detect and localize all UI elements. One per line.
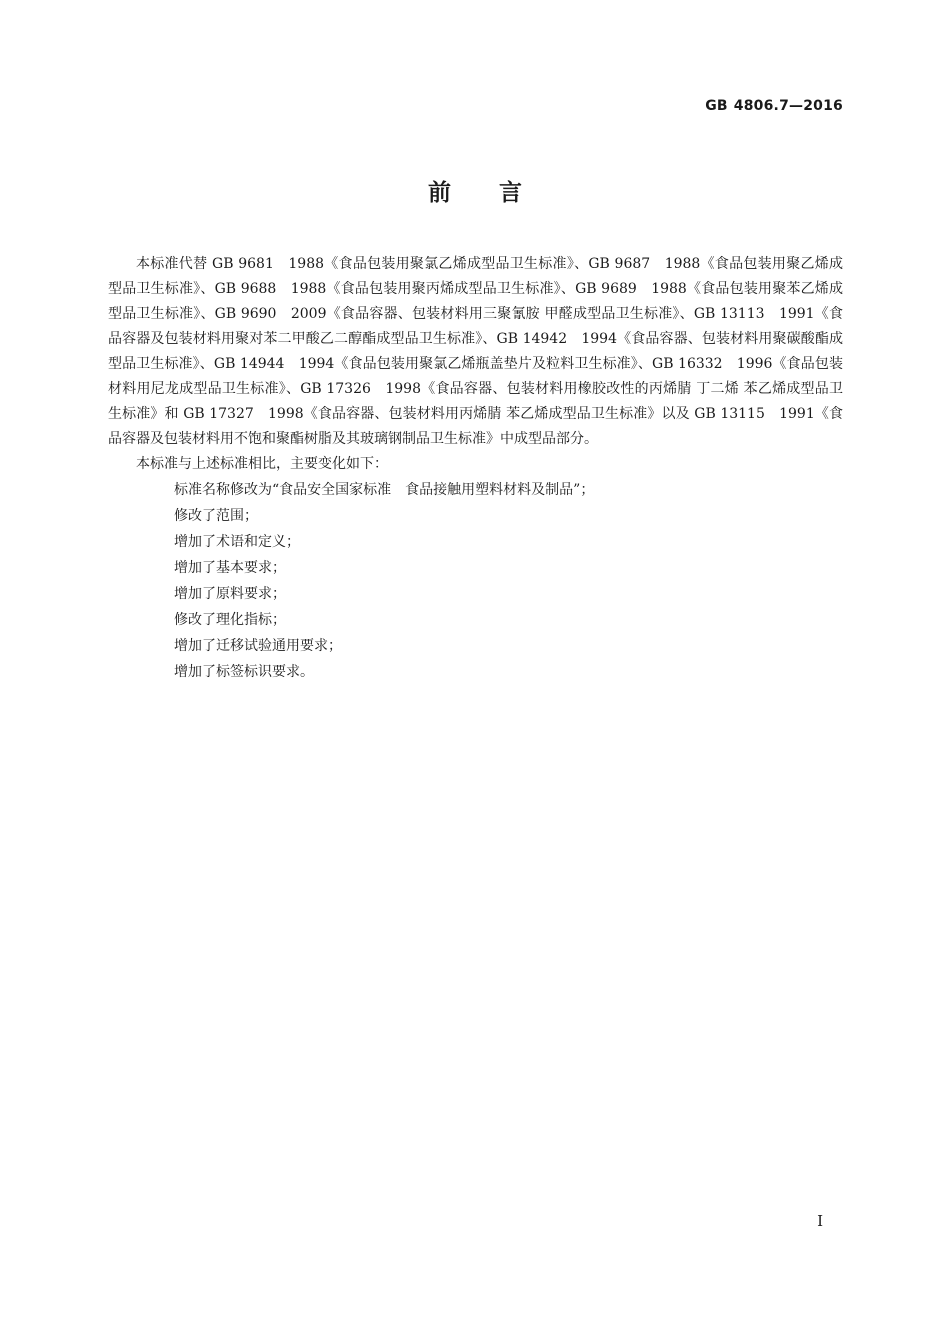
intro-paragraph: 本标准代替 GB 9681 1988《食品包装用聚氯乙烯成型品卫生标准》、GB 9687 1988《食品包装用聚乙烯成型品卫生标准》、GB 9688 1988《食品包装用聚丙烯成型品卫生标准》、GB 9689 1988《食品包装用聚苯乙烯成型品卫生标准》、GB 9690 2009《食品容器、包装材料用三聚氰胺 甲醛成型品卫生标准》、GB 13113 1991《食品容器及包装材料用聚对苯二甲酸乙二醇酯成型品卫生标准》、GB 14942 1994《食品容器、包装材料用聚碳酸酯成型品卫生标准》、GB 14944 1994《食品包装用聚氯乙烯瓶盖垫片及粒料卫生标准》、GB 16332 1996《食品包装材料用尼龙成型品卫生标准》、GB 17326 1998《食品容器、包装材料用橡胶改性的丙烯腈 丁二烯 苯乙烯成型品卫生标准》和 GB 17327 1998《食品容器、包装材料用丙烯腈 苯乙烯成型品卫生标准》以及 GB 13115 1991《食品容器及包装材料用不饱和聚酯树脂及其玻璃钢制品卫生标准》中成型品部分。 xyxy=(108,256,843,447)
document-code-prefix: GB xyxy=(705,98,728,114)
foreword-body xyxy=(108,252,843,685)
page-title: 前言 xyxy=(428,180,570,206)
list-item: 增加了术语和定义； xyxy=(174,534,300,550)
document-code-number: 4806.7—2016 xyxy=(733,98,843,114)
changes-intro-paragraph: 本标准与上述标准相比，主要变化如下： xyxy=(136,456,388,472)
page-number: I xyxy=(817,1212,823,1230)
list-item: 修改了范围； xyxy=(174,508,258,524)
list-item: 增加了标签标识要求。 xyxy=(174,664,314,680)
list-item: 修改了理化指标； xyxy=(174,612,286,628)
list-item: 标准名称修改为“食品安全国家标准 食品接触用塑料材料及制品”； xyxy=(174,482,595,498)
document-code xyxy=(705,98,843,114)
changes-list xyxy=(108,477,843,685)
list-item: 增加了迁移试验通用要求； xyxy=(174,638,342,654)
list-item: 增加了基本要求； xyxy=(174,560,286,576)
list-item: 增加了原料要求； xyxy=(174,586,286,602)
